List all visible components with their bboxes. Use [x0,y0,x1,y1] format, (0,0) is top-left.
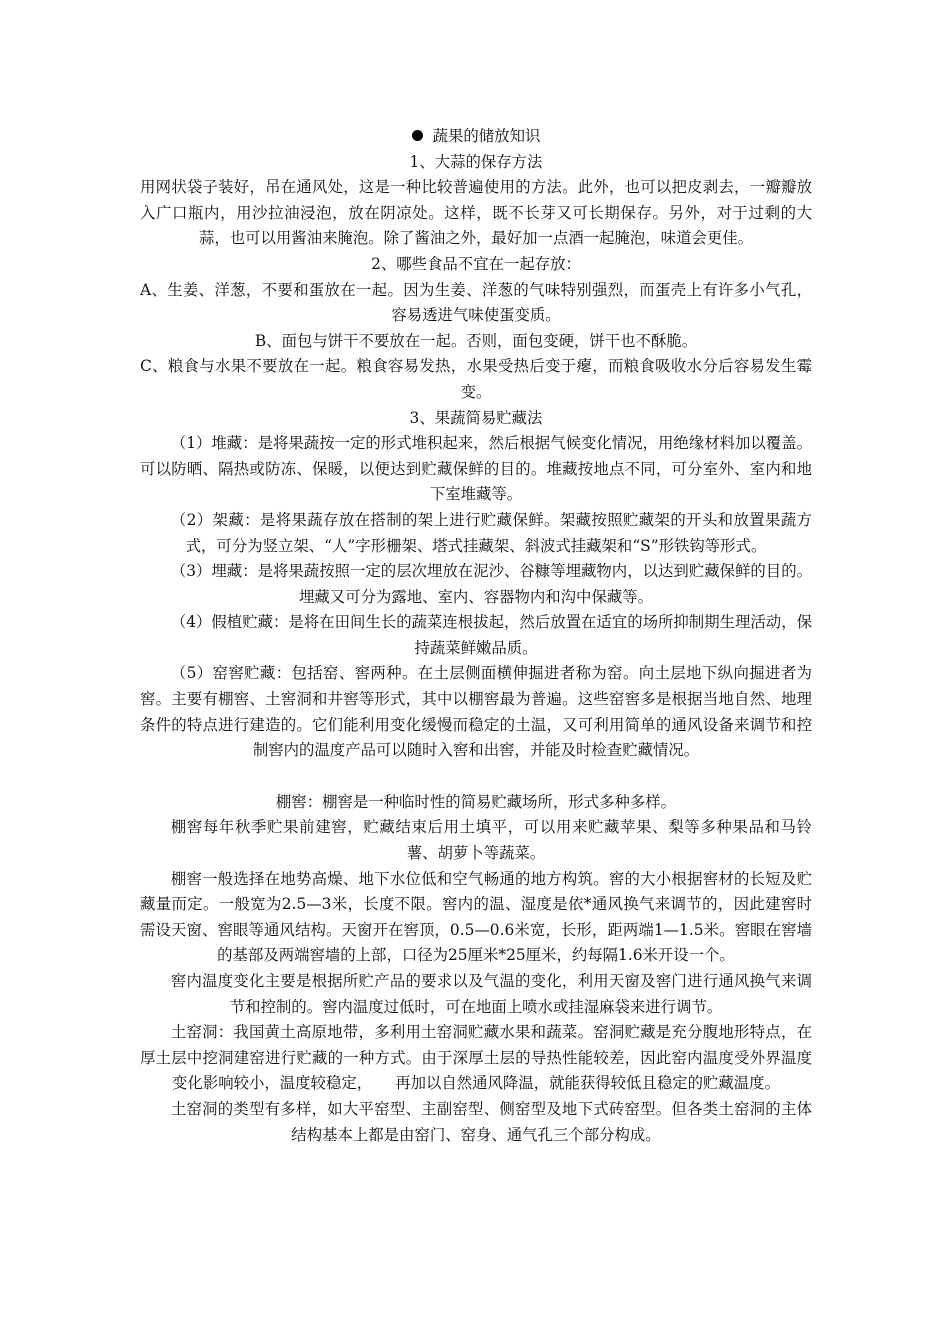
document-page [140,124,812,1148]
paragraph-garlic: 用网状袋子装好，吊在通风处，这是一种比较普遍使用的方法。此外，也可以把皮剥去，一瓣瓣放入广口瓶内，用沙拉油浸泡，放在阴凉处。这样，既不长芽又可长期保存。另外，对于过剩的大蒜，也可以用酱油来腌泡。除了酱油之外，最好加一点酒一起腌泡，味道会更佳。 [140,178,812,248]
spacer [140,764,812,790]
paragraph-pengjiao-3: 窖内温度变化主要是根据所贮产品的要求以及气温的变化，利用天窗及窖门进行通风换气来调节和控制的。窖内温度过低时，可在地面上喷水或挂湿麻袋来进行调节。 [170,972,812,1016]
paragraph-pengjiao-2: 棚窖一般选择在地势高燥、地下水位低和空气畅通的地方构筑。窖的大小根据窖材的长短及贮藏量而定。一般宽为2.5—3米，长度不限。窖内的温、湿度是依*通风换气来调节的，因此建窖时需设天窗、窖眼等通风结构。天窗开在窖顶，0.5—0.6米宽，长形，距两端1—1.5米。窖眼在窖墙的基部及两端窖墙的上部，口径为25厘米*25厘米，约每隔1.6米开设一个。 [140,869,812,965]
paragraph-method-3: （3）埋藏：是将果蔬按照一定的层次埋放在泥沙、谷糠等埋藏物内，以达到贮藏保鲜的目的。埋藏又可分为露地、室内、容器物内和沟中保藏等。 [170,562,812,606]
bullet-icon [412,130,423,141]
paragraph-storage-c: C、粮食与水果不要放在一起。粮食容易发热，水果受热后变于瘪，而粮食吸收水分后容易发生霉变。 [140,357,812,401]
paragraph-pengjiao-1: 棚窖每年秋季贮果前建窖，贮藏结束后用土填平，可以用来贮藏苹果、梨等多种果品和马铃薯、胡萝卜等蔬菜。 [170,818,812,863]
paragraph-tuyaodong-2: 土窑洞的类型有多样，如大平窑型、主副窑型、侧窑型及地下式砖窑型。但各类土窑洞的主体结构基本上都是由窑门、窑身、通气孔三个部分构成。 [170,1099,812,1144]
paragraph-method-1: （1）堆藏：是将果蔬按一定的形式堆积起来，然后根据气候变化情况，用绝缘材料加以覆盖。可以防晒、隔热或防冻、保暖，以便达到贮藏保鲜的目的。堆藏按地点不同，可分室外、室内和地下室堆藏等。 [140,434,812,504]
paragraph-method-4: （4）假植贮藏：是将在田间生长的蔬菜连根拔起，然后放置在适宜的场所抑制期生理活动，保持蔬菜鲜嫩品质。 [170,613,812,657]
paragraph-tuyaodong-1: 土窑洞：我国黄土高原地带，多利用土窑洞贮藏水果和蔬菜。窑洞贮藏是充分腹地形特点，在厚土层中挖洞建窑进行贮藏的一种方式。由于深厚土层的导热性能较差，因此窑内温度受外界温度变化影响较小，温度较稳定， 再加以自然通风降温，就能获得较低且稳定的贮藏温度。 [140,1023,812,1093]
section-heading-storage: 2、哪些食品不宜在一起存放： [371,254,581,273]
section-heading-garlic: 1、大蒜的保存方法 [409,152,543,171]
paragraph-storage-b: B、面包与饼干不要放在一起。否则，面包变硬，饼干也不酥脆。 [254,331,698,350]
document-title: 蔬果的储放知识 [432,127,541,145]
paragraph-storage-a: A、生姜、洋葱，不要和蛋放在一起。因为生姜、洋葱的气味特别强烈，而蛋壳上有许多小气孔，容易透进气味使蛋变质。 [140,280,812,325]
document-title-line [140,124,812,150]
paragraph-method-5: （5）窑窖贮藏：包括窑、窖两种。在土层侧面横伸掘进者称为窑。向土层地下纵向掘进者为窖。主要有棚窖、土窖洞和井窖等形式，其中以棚窖最为普遍。这些窑窖多是根据当地自然、地理条件的特点进行建造的。它们能利用变化缓慢而稳定的土温，又可利用简单的通风设备来调节和控制窖内的温度产品可以随时入窖和出窖，并能及时检查贮藏情况。 [140,664,812,760]
section-heading-methods: 3、果蔬简易贮藏法 [409,408,543,427]
paragraph-method-2: （2）架藏：是将果蔬存放在搭制的架上进行贮藏保鲜。架藏按照贮藏架的开头和放置果蔬方式，可分为竖立架、“人”字形栅架、塔式挂藏架、斜波式挂藏架和“S”形铁钩等形式。 [170,510,812,555]
paragraph-pengjiao-intro: 棚窖：棚窖是一种临时性的简易贮藏场所，形式多种多样。 [275,792,677,811]
